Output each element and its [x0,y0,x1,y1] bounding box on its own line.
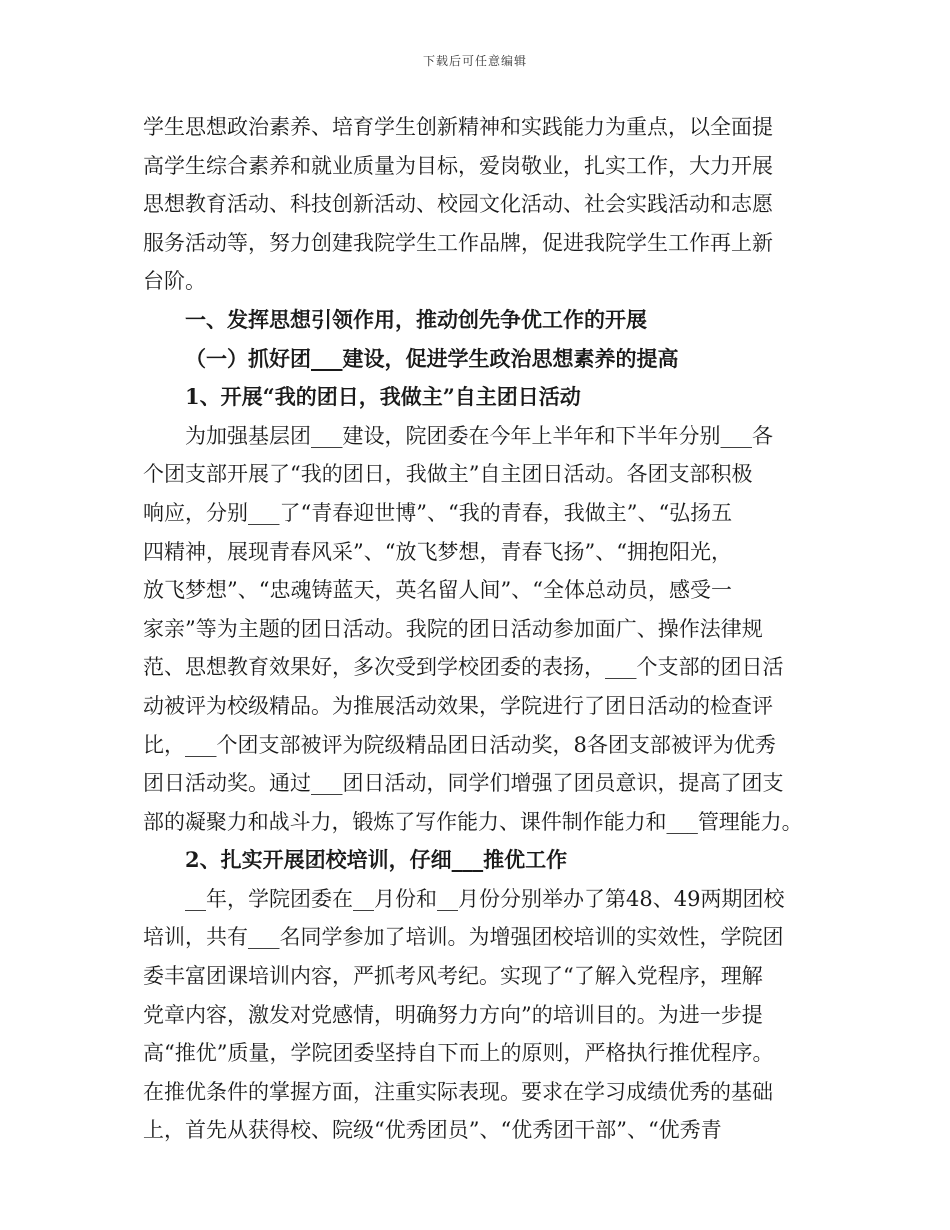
paragraph-line: 响应，分别___了“青春迎世博”、“我的青春，我做主”、“弘扬五 [143,500,733,525]
paragraph-line: 高学生综合素养和就业质量为目标，爱岗敬业，扎实工作，大力开展 [143,153,773,178]
paragraph-line: 培训，共有___名同学参加了培训。为增强团校培训的实效性，学院团 [143,925,784,950]
paragraph-line: 家亲”等为主题的团日活动。我院的团日活动参加面广、操作法律规 [143,616,763,641]
paragraph-line: 个团支部开展了“我的团日，我做主”自主团日活动。各团支部积极 [143,462,753,487]
page-header: 下载后可任意编辑 [422,54,527,68]
paragraph-line: 部的凝聚力和战斗力，锻炼了写作能力、课件制作能力和___管理能力。 [143,809,803,834]
section-heading-line: 1、开展“我的团日，我做主”自主团日活动 [185,384,581,410]
paragraph-line: 比，___个团支部被评为院级精品团日活动奖，8各团支部被评为优秀 [143,732,776,757]
paragraph-line: 在推优条件的掌握方面，注重实际表现。要求在学习成绩优秀的基础 [143,1079,773,1104]
paragraph-line: 上，首先从获得校、院级“优秀团员”、“优秀团干部”、“优秀青 [143,1118,722,1143]
paragraph-line: 党章内容，激发对党感情，明确努力方向”的培训目的。为进一步提 [143,1002,763,1027]
section-heading-line: （一）抓好团___建设，促进学生政治思想素养的提高 [185,345,679,371]
paragraph-line: 委丰富团课培训内容，严抓考风考纪。实现了“了解入党程序，理解 [143,964,763,989]
paragraph-line: __年，学院团委在__月份和__月份分别举办了第48、49两期团校 [185,886,785,911]
paragraph-line: 高“推优”质量，学院团委坚持自下而上的原则，严格执行推优程序。 [143,1041,774,1066]
section-heading-line: 一、发挥思想引领作用，推动创先争优工作的开展 [185,306,647,332]
section-heading-line: 2、扎实开展团校培训，仔细___推优工作 [185,847,568,873]
paragraph-line: 思想教育活动、科技创新活动、校园文化活动、社会实践活动和志愿 [143,192,773,217]
paragraph-line: 团日活动奖。通过___团日活动，同学们增强了团员意识，提高了团支 [143,771,784,796]
paragraph-line: 放飞梦想”、“忠魂铸蓝天，英名留人间”、“全体总动员，感受一 [143,578,732,603]
paragraph-line: 范、思想教育效果好，多次受到学校团委的表扬，___个支部的团日活 [143,655,784,680]
paragraph-line: 台阶。 [143,269,206,294]
paragraph-line: 四精神，展现青春风采”、“放飞梦想，青春飞扬”、“拥抱阳光， [143,539,732,564]
paragraph-line: 学生思想政治素养、培育学生创新精神和实践能力为重点，以全面提 [143,115,773,139]
paragraph-line: 服务活动等，努力创建我院学生工作品牌，促进我院学生工作再上新 [143,230,773,255]
document-body [143,108,803,1150]
paragraph-line: 为加强基层团___建设，院团委在今年上半年和下半年分别___各 [185,423,773,448]
paragraph-line: 动被评为校级精品。为推展活动效果，学院进行了团日活动的检查评 [143,693,773,718]
